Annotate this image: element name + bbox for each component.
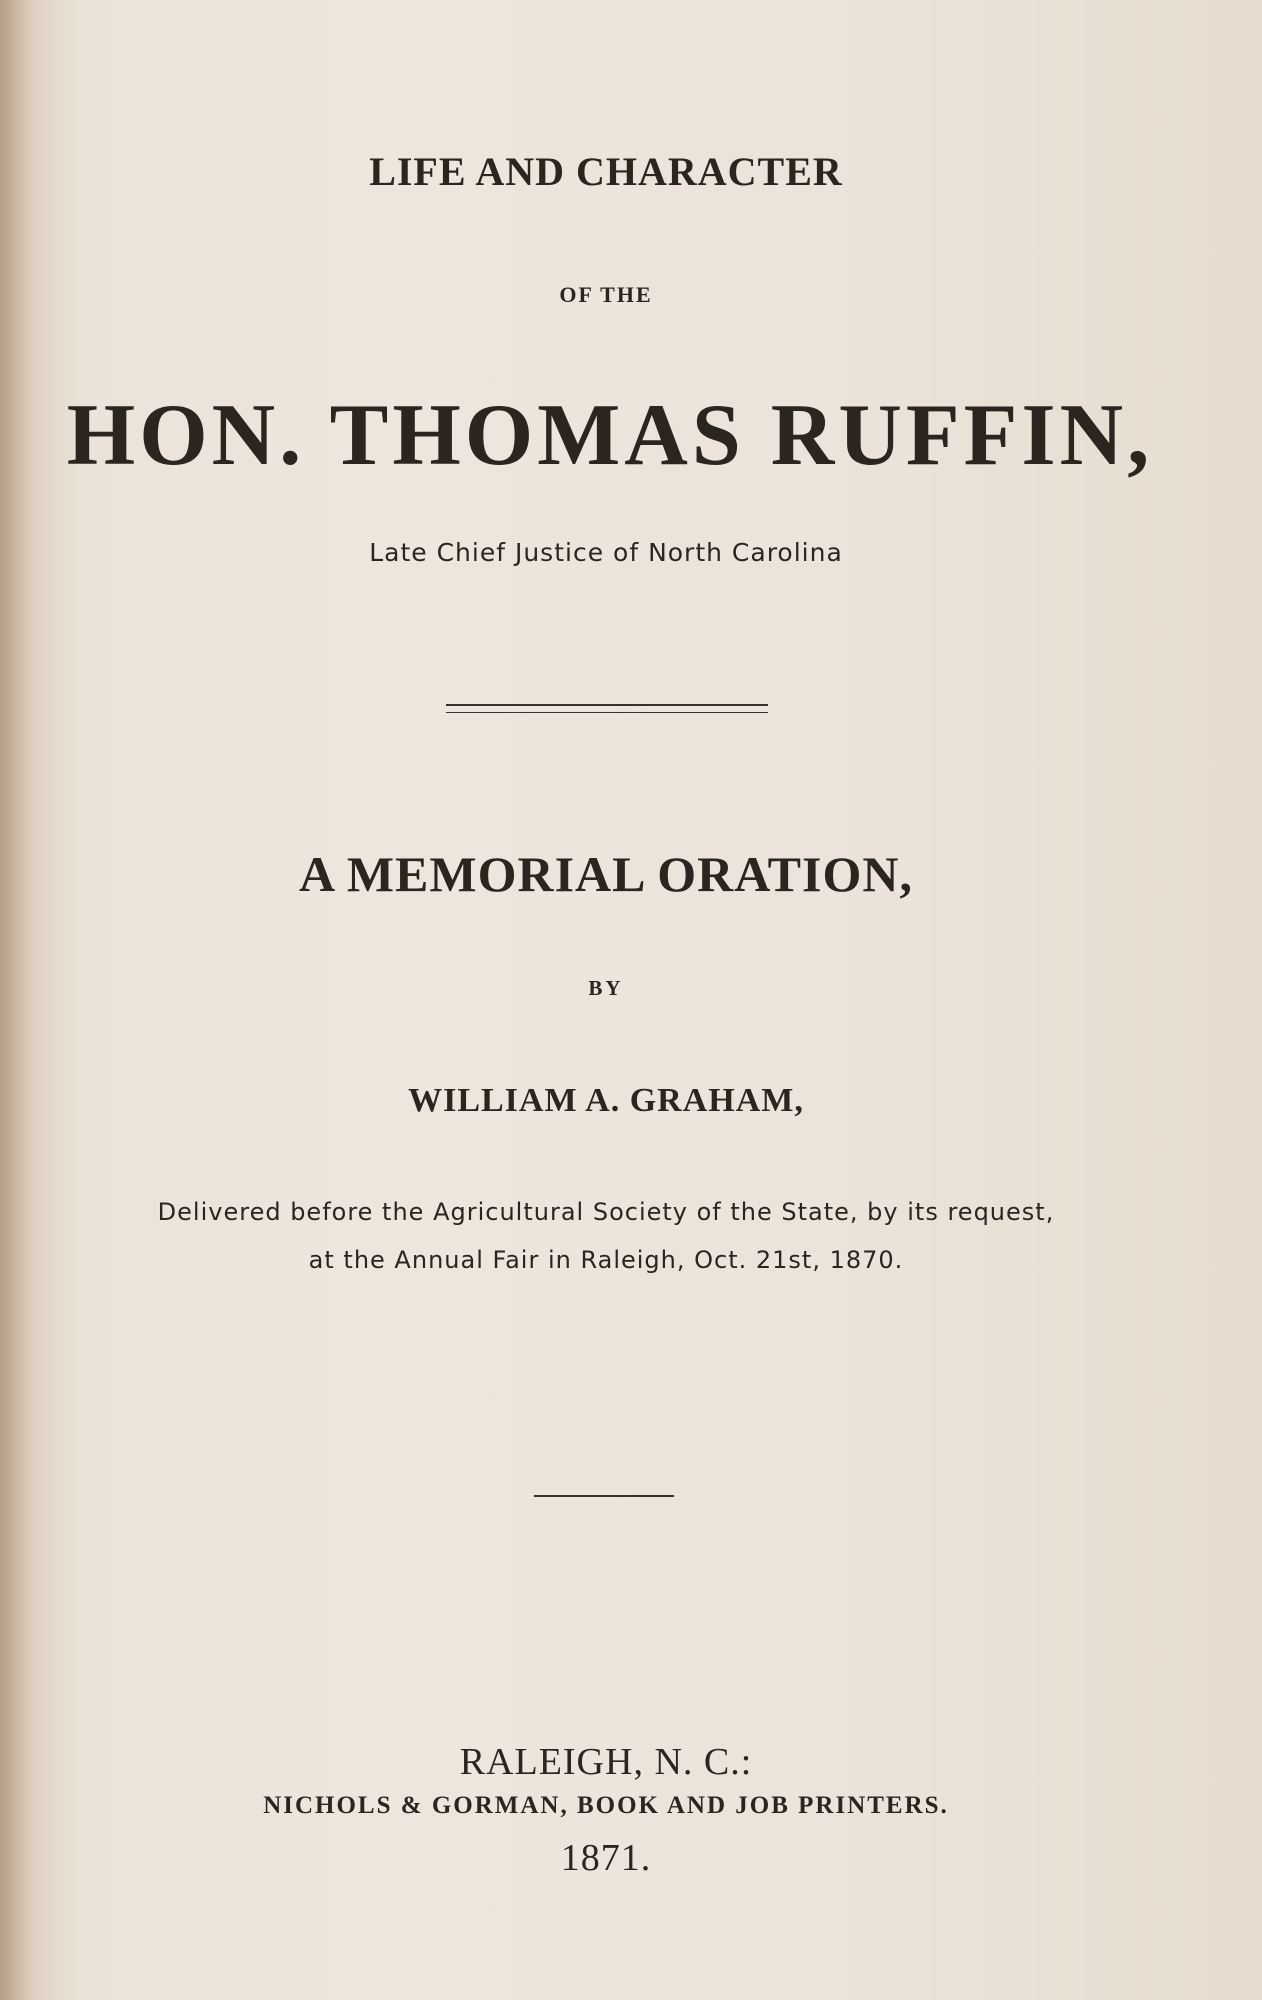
imprint-printers: NICHOLS & GORMAN, BOOK AND JOB PRINTERS. <box>263 1792 949 1819</box>
memorial-oration-heading: A MEMORIAL ORATION, <box>299 846 913 902</box>
delivered-line-2: at the Annual Fair in Raleigh, Oct. 21st, 1870. <box>308 1246 904 1274</box>
title-line-life-and-character: LIFE AND CHARACTER <box>369 149 843 194</box>
double-rule-divider <box>446 704 768 713</box>
delivered-line-1: Delivered before the Agricultural Society of the State, by its request, <box>157 1198 1055 1226</box>
imprint-city: RALEIGH, N. C.: <box>459 1741 753 1783</box>
subtitle-late-chief-justice: Late Chief Justice of North Carolina <box>369 538 843 567</box>
author-name: WILLIAM A. GRAHAM, <box>408 1082 804 1119</box>
imprint-year: 1871. <box>560 1837 652 1879</box>
short-rule-divider <box>534 1495 674 1497</box>
by-line: BY <box>588 976 624 1000</box>
title-line-of-the: OF THE <box>559 282 653 307</box>
title-name: HON. THOMAS RUFFIN, <box>66 387 1154 484</box>
